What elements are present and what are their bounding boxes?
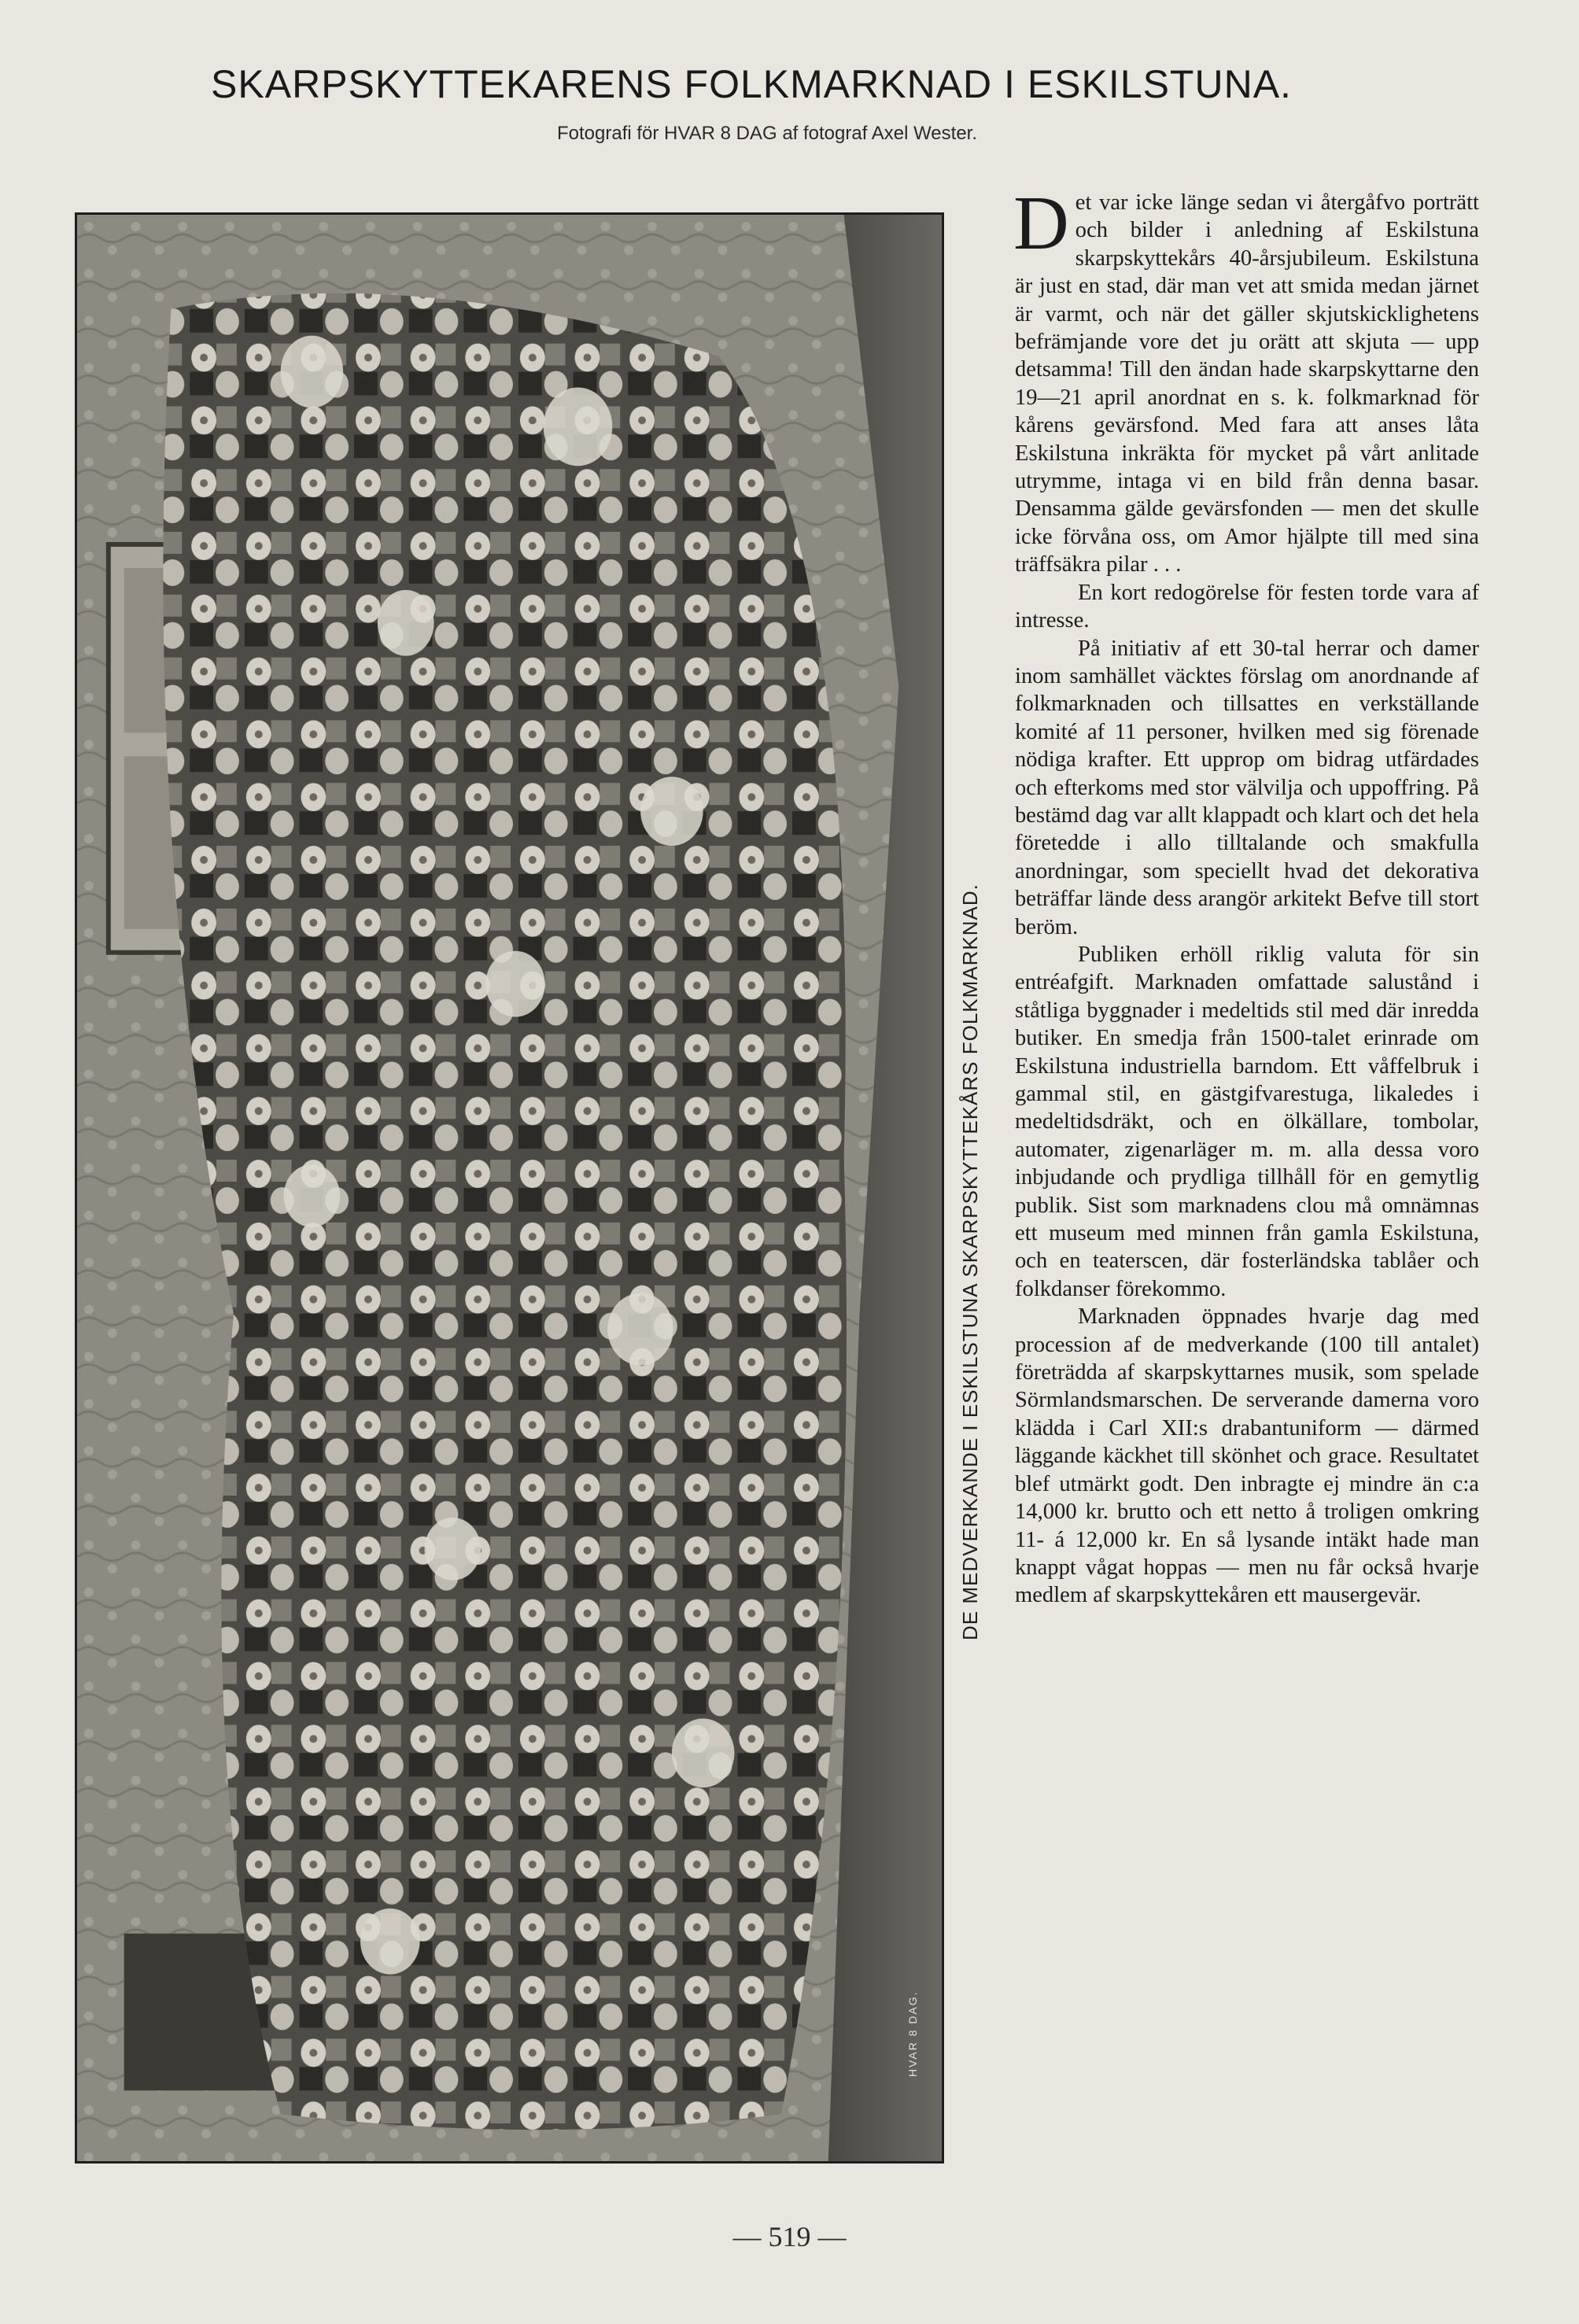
article-paragraph: På initiativ af ett 30-tal herrar och damer inom samhället väcktes förslag om anordnande af folkmarknaden och tillsattes en verkställande komité af 11 personer, hvilken med sig förenade nödiga krafter. Ett upprop om bidrag utfärdades och efterkoms med stor välvilja och uppoffring. På bestämd dag var allt klappadt och klart och det hela företedde i allo tilltalande och smakfulla anordningar, som speciellt hvad det dekorativa beträffar lände dess arangör arkitekt Befve till stort beröm. [1015, 636, 1479, 939]
group-photograph [75, 212, 944, 2164]
article-paragraph: Det var icke länge sedan vi återgåfvo porträtt och bilder i anledning af Eskilstuna skarpskyttekårs 40-årsjubileum. Eskilstuna är just en stad, där man vet att smida medan järnet är varmt, och när det gäller skjutskicklighetens befrämjande vore det ju orätt att skjuta — upp detsamma! Till den ändan hade skarpskyttarne den 19—21 april anordnat en s. k. folkmarknad för kårens gevärsfond. Med fara att anses låta Eskilstuna inkräkta för mycket på vårt anlitade utrymme, intaga vi en bild från denna basar. Densamma gälde gevärsfonden — men det skulle icke förvåna oss, om Amor hjälpte till med sina träffsäkra pilar . . . [1013, 181, 1479, 577]
article-paragraph: Marknaden öppnades hvarje dag med procession af de medverkande (100 till antalet) företrädda af skarpskyttarnes musik, som spelade Sörmlandsmarschen. De serverande damerna voro klädda i Carl XII:s drabantuniform — därmed läggande käckhet till skönhet och grace. Resultatet blef utmärkt godt. Den inbragte ej mindre än c:a 14,000 kr. brutto och ett netto å troligen omkring 11- á 12,000 kr. En så lysande intäkt hade man knappt vågat hoppas — men nu får också hvarje medlem af skarpskyttekåren ett mausergevär. [1015, 1304, 1479, 1608]
article-paragraph: Publiken erhöll riklig valuta för sin entréafgift. Marknaden omfattade salustånd i ståtliga byggnader i medeltids stil med där inredda butiker. En smedja från 1500-talet erinrade om Eskilstuna industriella barndom. Ett våffelbruk i gammal stil, en gästgifvarestuga, likaledes i medeltidsdräkt, och en ölkällare, tombolar, automater, zigenarläger m. m. alla dessa voro inbjudande och prydliga tillhåll för en gemytlig publik. Sist som marknadens clou må omnämnas ett museum med minnen från gamla Eskilstuna, och en teaterscen, där fosterländska tablåer och folkdanser förekommo. [1015, 942, 1479, 1301]
drop-cap: D [1013, 181, 1069, 266]
article-body [1013, 181, 1479, 2171]
article-paragraph: En kort redogörelse för festen torde vara af intresse. [1015, 580, 1479, 633]
page-number: — 519 — [732, 2221, 847, 2252]
photo-credit: Fotografi för HVAR 8 DAG af fotograf Axel Wester. [557, 123, 977, 144]
page-title: SKARPSKYTTEKARENS FOLKMARKNAD I ESKILSTUNA. [211, 62, 1292, 106]
figure-caption: DE MEDVERKANDE I ESKILSTUNA SKARPSKYTTEKÅRS FOLKMARKNAD. [958, 883, 982, 1640]
photo-illustration [77, 215, 942, 2161]
photo-stamp: HVAR 8 DAG. [906, 1990, 919, 2077]
